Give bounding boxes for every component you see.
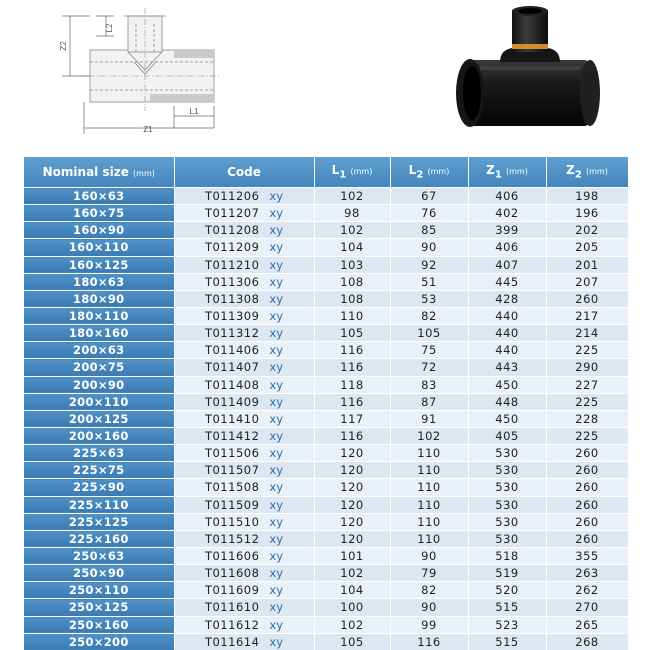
cell-l1: 98 (314, 205, 390, 222)
cell-z2: 202 (546, 222, 628, 239)
cell-l2: 90 (390, 547, 468, 564)
cell-code: T011206 xy (174, 188, 314, 205)
cell-l2: 51 (390, 273, 468, 290)
cell-z1: 518 (468, 547, 546, 564)
cell-l1: 103 (314, 256, 390, 273)
cell-code: T011507 xy (174, 462, 314, 479)
code-suffix: xy (269, 634, 284, 649)
cell-code: T011609 xy (174, 582, 314, 599)
table-row (24, 239, 628, 256)
cell-z1: 440 (468, 325, 546, 342)
cell-code: T011612 xy (174, 616, 314, 633)
cell-nominal-size: 160×125 (24, 256, 174, 273)
cell-z1: 530 (468, 530, 546, 547)
cell-z1: 448 (468, 393, 546, 410)
cell-code: T011509 xy (174, 496, 314, 513)
cell-code: T011308 xy (174, 290, 314, 307)
cell-l1: 120 (314, 496, 390, 513)
cell-nominal-size: 200×63 (24, 342, 174, 359)
table-row (24, 513, 628, 530)
cell-z2: 260 (546, 513, 628, 530)
table-row (24, 479, 628, 496)
cell-l1: 120 (314, 513, 390, 530)
cell-z1: 530 (468, 445, 546, 462)
cell-z1: 523 (468, 616, 546, 633)
cell-code: T011608 xy (174, 565, 314, 582)
cell-nominal-size: 225×75 (24, 462, 174, 479)
cell-l1: 102 (314, 188, 390, 205)
drawing-label-z1: Z1 (143, 125, 153, 134)
cell-l2: 79 (390, 565, 468, 582)
cell-z2: 207 (546, 273, 628, 290)
table-row (24, 256, 628, 273)
table-row (24, 188, 628, 205)
drawing-label-z2: Z2 (59, 41, 68, 51)
cell-l1: 120 (314, 462, 390, 479)
cell-code: T011412 xy (174, 427, 314, 444)
header-l1: $L_1$ (mm) (314, 157, 390, 188)
cell-nominal-size: 200×125 (24, 410, 174, 427)
cell-code: T011409 xy (174, 393, 314, 410)
cell-l2: 102 (390, 427, 468, 444)
code-suffix: xy (269, 531, 284, 546)
cell-l1: 108 (314, 290, 390, 307)
cell-nominal-size: 180×90 (24, 290, 174, 307)
cell-code: T011312 xy (174, 325, 314, 342)
table-row (24, 273, 628, 290)
code-suffix: xy (269, 206, 284, 221)
cell-z2: 260 (546, 496, 628, 513)
cell-code: T011210 xy (174, 256, 314, 273)
cell-l2: 110 (390, 530, 468, 547)
code-suffix: xy (269, 549, 284, 564)
cell-l2: 105 (390, 325, 468, 342)
cell-z1: 445 (468, 273, 546, 290)
table-row (24, 325, 628, 342)
cell-l2: 92 (390, 256, 468, 273)
cell-l1: 104 (314, 239, 390, 256)
cell-nominal-size: 250×200 (24, 633, 174, 650)
cell-l2: 83 (390, 376, 468, 393)
cell-l1: 104 (314, 582, 390, 599)
cell-l2: 90 (390, 239, 468, 256)
cell-z1: 450 (468, 376, 546, 393)
cell-z1: 406 (468, 239, 546, 256)
cell-z2: 225 (546, 342, 628, 359)
cell-nominal-size: 225×160 (24, 530, 174, 547)
cell-code: T011209 xy (174, 239, 314, 256)
cell-z2: 201 (546, 256, 628, 273)
table-row (24, 307, 628, 324)
code-suffix: xy (269, 600, 284, 615)
cell-code: T011407 xy (174, 359, 314, 376)
code-suffix: xy (269, 291, 284, 306)
cell-l1: 102 (314, 565, 390, 582)
code-suffix: xy (269, 514, 284, 529)
code-suffix: xy (269, 566, 284, 581)
cell-l2: 85 (390, 222, 468, 239)
code-suffix: xy (269, 189, 284, 204)
cell-l1: 102 (314, 222, 390, 239)
code-suffix: xy (269, 411, 284, 426)
cell-l1: 105 (314, 633, 390, 650)
code-suffix: xy (269, 429, 284, 444)
code-suffix: xy (269, 274, 284, 289)
table-row (24, 290, 628, 307)
cell-code: T011410 xy (174, 410, 314, 427)
table-header-row (24, 157, 628, 188)
cell-z2: 262 (546, 582, 628, 599)
cell-l2: 110 (390, 513, 468, 530)
cell-nominal-size: 250×160 (24, 616, 174, 633)
cell-code: T011306 xy (174, 273, 314, 290)
cell-z2: 260 (546, 445, 628, 462)
cell-nominal-size: 200×110 (24, 393, 174, 410)
cell-nominal-size: 250×125 (24, 599, 174, 616)
cell-l2: 116 (390, 633, 468, 650)
table-row (24, 599, 628, 616)
cell-l1: 110 (314, 307, 390, 324)
specification-table (24, 157, 629, 650)
cell-l2: 53 (390, 290, 468, 307)
table-row (24, 205, 628, 222)
cell-l2: 72 (390, 359, 468, 376)
table-row (24, 582, 628, 599)
cell-z2: 355 (546, 547, 628, 564)
cell-z1: 402 (468, 205, 546, 222)
cell-z2: 260 (546, 530, 628, 547)
table-row (24, 565, 628, 582)
code-suffix: xy (269, 480, 284, 495)
code-suffix: xy (269, 309, 284, 324)
cell-l2: 87 (390, 393, 468, 410)
cell-l1: 116 (314, 427, 390, 444)
cell-nominal-size: 160×75 (24, 205, 174, 222)
code-suffix: xy (269, 223, 284, 238)
cell-z2: 270 (546, 599, 628, 616)
cell-z1: 530 (468, 513, 546, 530)
cell-z2: 263 (546, 565, 628, 582)
cell-nominal-size: 250×90 (24, 565, 174, 582)
cell-l2: 82 (390, 307, 468, 324)
cell-nominal-size: 225×125 (24, 513, 174, 530)
cell-l1: 116 (314, 393, 390, 410)
code-suffix: xy (269, 377, 284, 392)
code-suffix: xy (269, 257, 284, 272)
table-row (24, 445, 628, 462)
cell-nominal-size: 200×160 (24, 427, 174, 444)
cell-code: T011508 xy (174, 479, 314, 496)
header-z1: $Z_1$ (mm) (468, 157, 546, 188)
cell-z1: 399 (468, 222, 546, 239)
cell-l1: 105 (314, 325, 390, 342)
cell-code: T011309 xy (174, 307, 314, 324)
header-l2: $L_2$ (mm) (390, 157, 468, 188)
cell-nominal-size: 225×63 (24, 445, 174, 462)
code-suffix: xy (269, 446, 284, 461)
cell-z1: 530 (468, 479, 546, 496)
code-suffix: xy (269, 617, 284, 632)
electrofusion-reducing-tee-photo (440, 4, 610, 144)
cell-z2: 205 (546, 239, 628, 256)
cell-l2: 110 (390, 445, 468, 462)
cell-code: T011614 xy (174, 633, 314, 650)
code-suffix: xy (269, 463, 284, 478)
cell-code: T011408 xy (174, 376, 314, 393)
cell-z2: 196 (546, 205, 628, 222)
table-row (24, 342, 628, 359)
cell-z1: 530 (468, 462, 546, 479)
cell-l1: 108 (314, 273, 390, 290)
table-row (24, 633, 628, 650)
table-row (24, 393, 628, 410)
table-row (24, 462, 628, 479)
cell-l1: 120 (314, 479, 390, 496)
cell-l2: 67 (390, 188, 468, 205)
cell-z1: 405 (468, 427, 546, 444)
cell-z1: 530 (468, 496, 546, 513)
cell-code: T011406 xy (174, 342, 314, 359)
cell-z2: 217 (546, 307, 628, 324)
cell-l1: 100 (314, 599, 390, 616)
cell-nominal-size: 180×63 (24, 273, 174, 290)
cell-code: T011207 xy (174, 205, 314, 222)
cell-z1: 443 (468, 359, 546, 376)
cell-nominal-size: 180×110 (24, 307, 174, 324)
cell-code: T011506 xy (174, 445, 314, 462)
cell-z2: 260 (546, 479, 628, 496)
cell-code: T011208 xy (174, 222, 314, 239)
cell-code: T011510 xy (174, 513, 314, 530)
cell-l1: 117 (314, 410, 390, 427)
code-suffix: xy (269, 394, 284, 409)
cell-z2: 260 (546, 290, 628, 307)
cell-nominal-size: 225×90 (24, 479, 174, 496)
cell-l1: 116 (314, 342, 390, 359)
cell-z1: 515 (468, 633, 546, 650)
table-row (24, 496, 628, 513)
cell-z2: 265 (546, 616, 628, 633)
cell-z1: 450 (468, 410, 546, 427)
cell-z2: 198 (546, 188, 628, 205)
code-suffix: xy (269, 583, 284, 598)
cell-z1: 440 (468, 342, 546, 359)
cell-z2: 225 (546, 427, 628, 444)
code-suffix: xy (269, 326, 284, 341)
cell-l2: 110 (390, 479, 468, 496)
drawing-label-l2: L2 (105, 23, 114, 33)
code-suffix: xy (269, 497, 284, 512)
header-z2: $Z_2$ (mm) (546, 157, 628, 188)
table-row (24, 530, 628, 547)
table-row (24, 427, 628, 444)
cell-z1: 406 (468, 188, 546, 205)
cell-l1: 102 (314, 616, 390, 633)
cell-z2: 227 (546, 376, 628, 393)
cell-code: T011610 xy (174, 599, 314, 616)
cell-nominal-size: 160×63 (24, 188, 174, 205)
cell-z2: 268 (546, 633, 628, 650)
cell-l1: 101 (314, 547, 390, 564)
cell-nominal-size: 250×63 (24, 547, 174, 564)
cell-z2: 214 (546, 325, 628, 342)
cell-z1: 428 (468, 290, 546, 307)
cell-l1: 118 (314, 376, 390, 393)
cell-z2: 225 (546, 393, 628, 410)
cell-z2: 290 (546, 359, 628, 376)
table-row (24, 547, 628, 564)
table-row (24, 359, 628, 376)
cell-nominal-size: 250×110 (24, 582, 174, 599)
cell-z1: 515 (468, 599, 546, 616)
header-nominal-size: Nominal size (mm) (24, 157, 174, 188)
cell-code: T011606 xy (174, 547, 314, 564)
cell-nominal-size: 200×90 (24, 376, 174, 393)
cell-z2: 260 (546, 462, 628, 479)
code-suffix: xy (269, 343, 284, 358)
cell-l2: 82 (390, 582, 468, 599)
cell-l1: 120 (314, 445, 390, 462)
code-suffix: xy (269, 360, 284, 375)
cell-l1: 120 (314, 530, 390, 547)
cell-l1: 116 (314, 359, 390, 376)
cell-code: T011512 xy (174, 530, 314, 547)
cell-z1: 519 (468, 565, 546, 582)
cell-l2: 99 (390, 616, 468, 633)
cell-z1: 407 (468, 256, 546, 273)
cell-l2: 90 (390, 599, 468, 616)
drawing-label-l1: L1 (189, 107, 199, 116)
cell-nominal-size: 225×110 (24, 496, 174, 513)
header-code: Code (174, 157, 314, 188)
cell-nominal-size: 200×75 (24, 359, 174, 376)
table-row (24, 222, 628, 239)
cell-z1: 520 (468, 582, 546, 599)
tee-technical-drawing (50, 6, 230, 134)
cell-l2: 75 (390, 342, 468, 359)
cell-nominal-size: 160×90 (24, 222, 174, 239)
cell-nominal-size: 180×160 (24, 325, 174, 342)
table-row (24, 616, 628, 633)
cell-l2: 110 (390, 462, 468, 479)
table-row (24, 376, 628, 393)
cell-l2: 110 (390, 496, 468, 513)
cell-nominal-size: 160×110 (24, 239, 174, 256)
cell-z1: 440 (468, 307, 546, 324)
code-suffix: xy (269, 240, 284, 255)
table-row (24, 410, 628, 427)
cell-l2: 76 (390, 205, 468, 222)
cell-l2: 91 (390, 410, 468, 427)
cell-z2: 228 (546, 410, 628, 427)
